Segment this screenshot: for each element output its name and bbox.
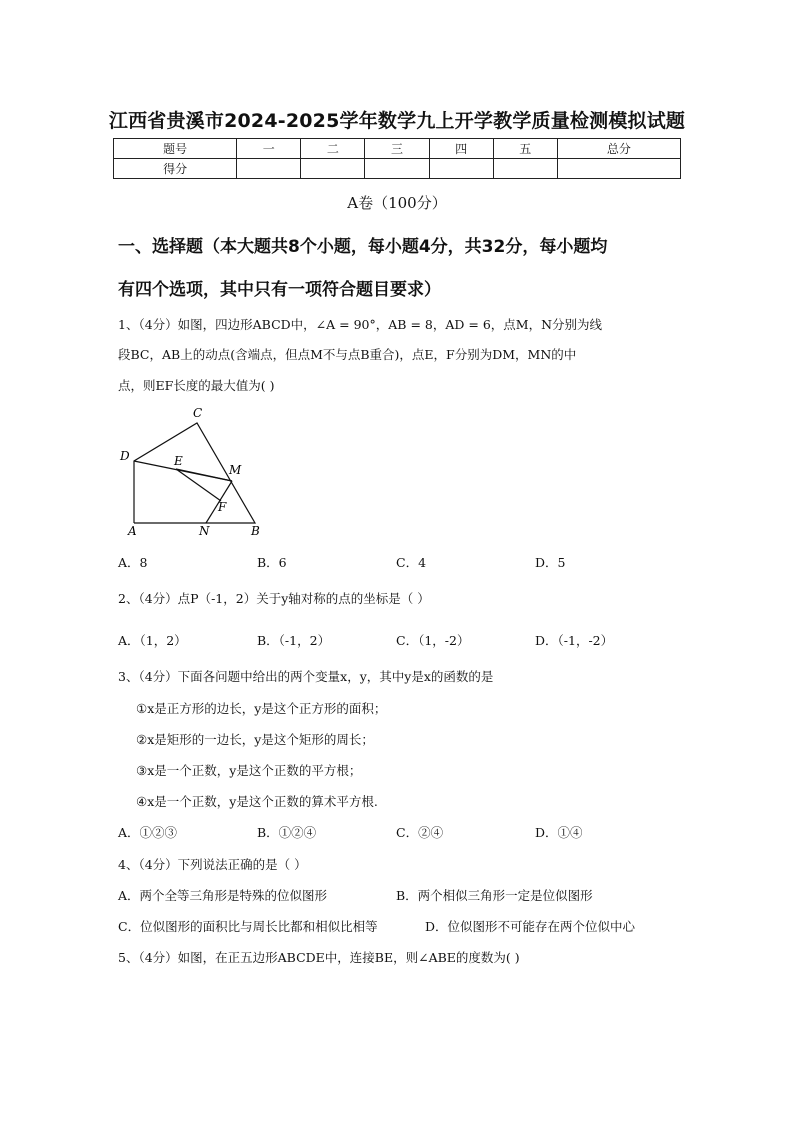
q5-text: 5、（4分）如图，在正五边形ABCDE中，连接BE，则∠ABE的度数为( ) (118, 950, 520, 965)
score-blank-cell (493, 159, 557, 179)
exam-title: 江西省贵溪市2024-2025学年数学九上开学教学质量检测模拟试题 (108, 110, 686, 132)
q1-option-c[interactable]: C．4 (396, 555, 427, 570)
label-f: F (218, 500, 227, 514)
score-cell: 四 (429, 139, 493, 159)
q3-option-c[interactable]: C．②④ (396, 825, 444, 840)
score-table (113, 138, 681, 179)
score-cell: 一 (237, 139, 301, 159)
score-blank-cell (429, 159, 493, 179)
score-cell: 二 (301, 139, 365, 159)
label-e: E (174, 454, 183, 468)
q3-option-b[interactable]: B．①②④ (257, 825, 317, 840)
q4-text: 4、（4分）下列说法正确的是（ ） (118, 857, 307, 872)
q1-text-line1: 1、（4分）如图，四边形ABCD中，∠A = 90°，AB = 8，AD = 6，点M，N分别为线 (118, 317, 603, 332)
q2-option-d[interactable]: D．（-1，-2） (535, 633, 614, 648)
q1-option-d[interactable]: D．5 (535, 555, 566, 570)
score-cell: 题号 (114, 139, 237, 159)
q4-option-c[interactable]: C．位似图形的面积比与周长比都和相似比相等 (118, 919, 378, 934)
section-a-title: A卷（100分） (347, 194, 447, 212)
q1-text-line3: 点，则EF长度的最大值为( ) (118, 378, 275, 393)
q4-option-b[interactable]: B．两个相似三角形一定是位似图形 (396, 888, 593, 903)
label-c: C (193, 406, 203, 420)
q2-option-b[interactable]: B．（-1，2） (257, 633, 331, 648)
q1-option-b[interactable]: B．6 (257, 555, 287, 570)
q1-text-line2: 段BC，AB上的动点(含端点，但点M不与点B重合)，点E，F分别为DM，MN的中 (118, 347, 577, 362)
q1-figure (115, 402, 275, 542)
q3-item-3: ③x是一个正数，y是这个正数的平方根； (136, 763, 362, 778)
q3-text: 3、（4分）下面各问题中给出的两个变量x，y，其中y是x的函数的是 (118, 669, 494, 684)
score-cell: 总分 (557, 139, 680, 159)
q2-option-c[interactable]: C．（1，-2） (396, 633, 470, 648)
q3-option-a[interactable]: A．①②③ (118, 825, 178, 840)
label-m: M (229, 463, 242, 477)
label-n: N (199, 524, 210, 538)
label-b: B (251, 524, 260, 538)
q3-option-d[interactable]: D．①④ (535, 825, 583, 840)
score-blank-cell (237, 159, 301, 179)
q3-item-2: ②x是矩形的一边长，y是这个矩形的周长； (136, 732, 374, 747)
q2-option-a[interactable]: A．（1，2） (118, 633, 187, 648)
score-table-score-row (114, 159, 681, 179)
score-cell: 得分 (114, 159, 237, 179)
label-d: D (120, 449, 130, 463)
label-a: A (128, 524, 137, 538)
score-blank-cell (557, 159, 680, 179)
score-cell: 三 (365, 139, 429, 159)
score-cell: 五 (493, 139, 557, 159)
q1-option-a[interactable]: A．8 (118, 555, 148, 570)
q3-item-4: ④x是一个正数，y是这个正数的算术平方根. (136, 794, 378, 809)
score-blank-cell (365, 159, 429, 179)
q4-option-d[interactable]: D．位似图形不可能存在两个位似中心 (425, 919, 636, 934)
part1-heading-line2: 有四个选项，其中只有一项符合题目要求） (118, 280, 441, 300)
q4-option-a[interactable]: A．两个全等三角形是特殊的位似图形 (118, 888, 328, 903)
score-table-header-row (114, 139, 681, 159)
part1-heading-line1: 一、选择题（本大题共8个小题，每小题4分，共32分，每小题均 (118, 237, 608, 257)
q2-text: 2、（4分）点P（-1，2）关于y轴对称的点的坐标是（ ） (118, 591, 430, 606)
score-blank-cell (301, 159, 365, 179)
q3-item-1: ①x是正方形的边长，y是这个正方形的面积； (136, 701, 387, 716)
